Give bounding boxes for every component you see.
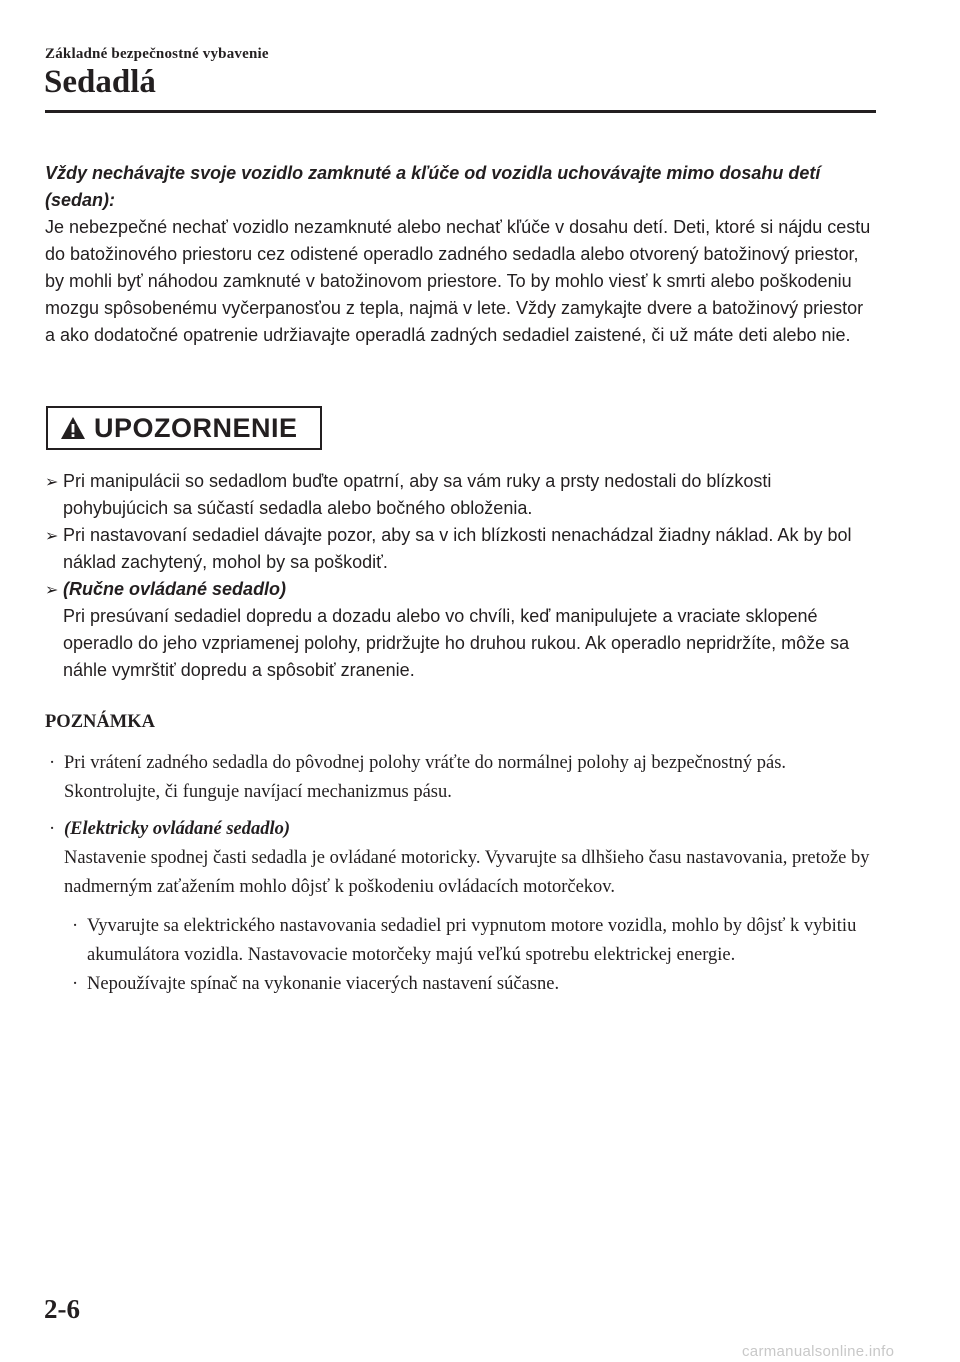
arrow-bullet-icon: ➢: [45, 582, 59, 599]
note-item: [45, 815, 875, 999]
dot-bullet-icon: ·: [49, 819, 56, 839]
section-label: Základné bezpečnostné vybavenie: [45, 46, 269, 62]
note-sub-item: [64, 970, 875, 999]
warning-block: [45, 160, 875, 349]
note-sub-list: [64, 912, 875, 999]
caution-item: [45, 468, 875, 522]
caution-label: UPOZORNENIE: [94, 412, 298, 443]
note-heading: POZNÁMKA: [45, 712, 155, 732]
warning-heading: Vždy nechávajte svoje vozidlo zamknuté a kľúče od vozidla uchovávajte mimo dosahu detí (sedan):: [45, 163, 821, 210]
warning-body: Je nebezpečné nechať vozidlo nezamknuté alebo nechať kľúče v dosahu detí. Deti, ktoré si nájdu cestu do batožinového priestoru cez odistené operadlo zadného sedadla alebo otvorený batožinový priestor, by mohli byť náhodou zamknuté v batožinovom priestore. To by mohlo viesť k smrti alebo poškodeniu mozgu spôsobenému vyčerpanosťou z tepla, najmä v lete. Vždy zamykajte dvere a batožinový priestor a ako dodatočné opatrenie udržiavajte operadlá zadných sedadiel zaistené, či už máte deti alebo nie.: [45, 217, 871, 345]
warning-triangle-icon: [60, 416, 86, 440]
arrow-bullet-icon: ➢: [45, 474, 59, 491]
caution-list: [45, 468, 875, 684]
caution-item-heading: (Ručne ovládané sedadlo): [63, 579, 287, 599]
caution-item: [45, 522, 875, 576]
note-item-text: Pri vrátení zadného sedadla do pôvodnej polohy vráťte do normálnej polohy aj bezpečnostný pás. Skontrolujte, či funguje navíjací mechanizmus pásu.: [64, 753, 787, 802]
note-sub-item-text: Vyvarujte sa elektrického nastavovania sedadiel pri vypnutom motore vozidla, mohlo by dôjsť k vybitiu akumulátora vozidla. Nastavovacie motorčeky majú veľkú spotrebu elektrickej energie.: [87, 916, 857, 965]
caution-item-text: Pri manipulácii so sedadlom buďte opatrní, aby sa vám ruky a prsty nedostali do blízkosti pohybujúcich sa súčastí sedadla alebo bočného obloženia.: [63, 471, 772, 518]
caution-item: [45, 576, 875, 684]
note-sub-item-text: Nepoužívajte spínač na vykonanie viacerých nastavení súčasne.: [87, 974, 560, 994]
arrow-bullet-icon: ➢: [45, 528, 59, 545]
note-item-text: Nastavenie spodnej časti sedadla je ovládané motoricky. Vyvarujte sa dlhšieho času nastavovania, pretože by nadmerným zaťažením mohlo dôjsť k poškodeniu ovládacích motorčekov.: [64, 848, 870, 897]
dot-bullet-icon: ·: [72, 916, 79, 936]
dot-bullet-icon: ·: [72, 974, 79, 994]
note-block: [45, 708, 875, 1007]
title-rule: [45, 110, 876, 113]
caution-item-text: Pri nastavovaní sedadiel dávajte pozor, aby sa v ich blízkosti nenachádzal žiadny náklad. Ak by bol náklad zachytený, mohol by sa poškodiť.: [63, 525, 852, 572]
watermark: carmanualsonline.info: [742, 1343, 895, 1360]
caution-item-text: Pri presúvaní sedadiel dopredu a dozadu alebo vo chvíli, keď manipulujete a vraciate sklopené operadlo do jeho vzpriamenej polohy, pridržujte ho druhou rukou. Ak operadlo nepridržíte, môže sa náhle vymrštiť dopredu a spôsobiť zranenie.: [63, 606, 850, 680]
note-item-heading: (Elektricky ovládané sedadlo): [64, 819, 291, 839]
note-list: [45, 749, 875, 999]
note-sub-item: [64, 912, 875, 970]
dot-bullet-icon: ·: [49, 753, 56, 773]
page-title: Sedadlá: [44, 64, 156, 100]
note-item: [45, 749, 875, 807]
page-number: 2-6: [44, 1294, 80, 1324]
caution-banner: [46, 406, 322, 450]
